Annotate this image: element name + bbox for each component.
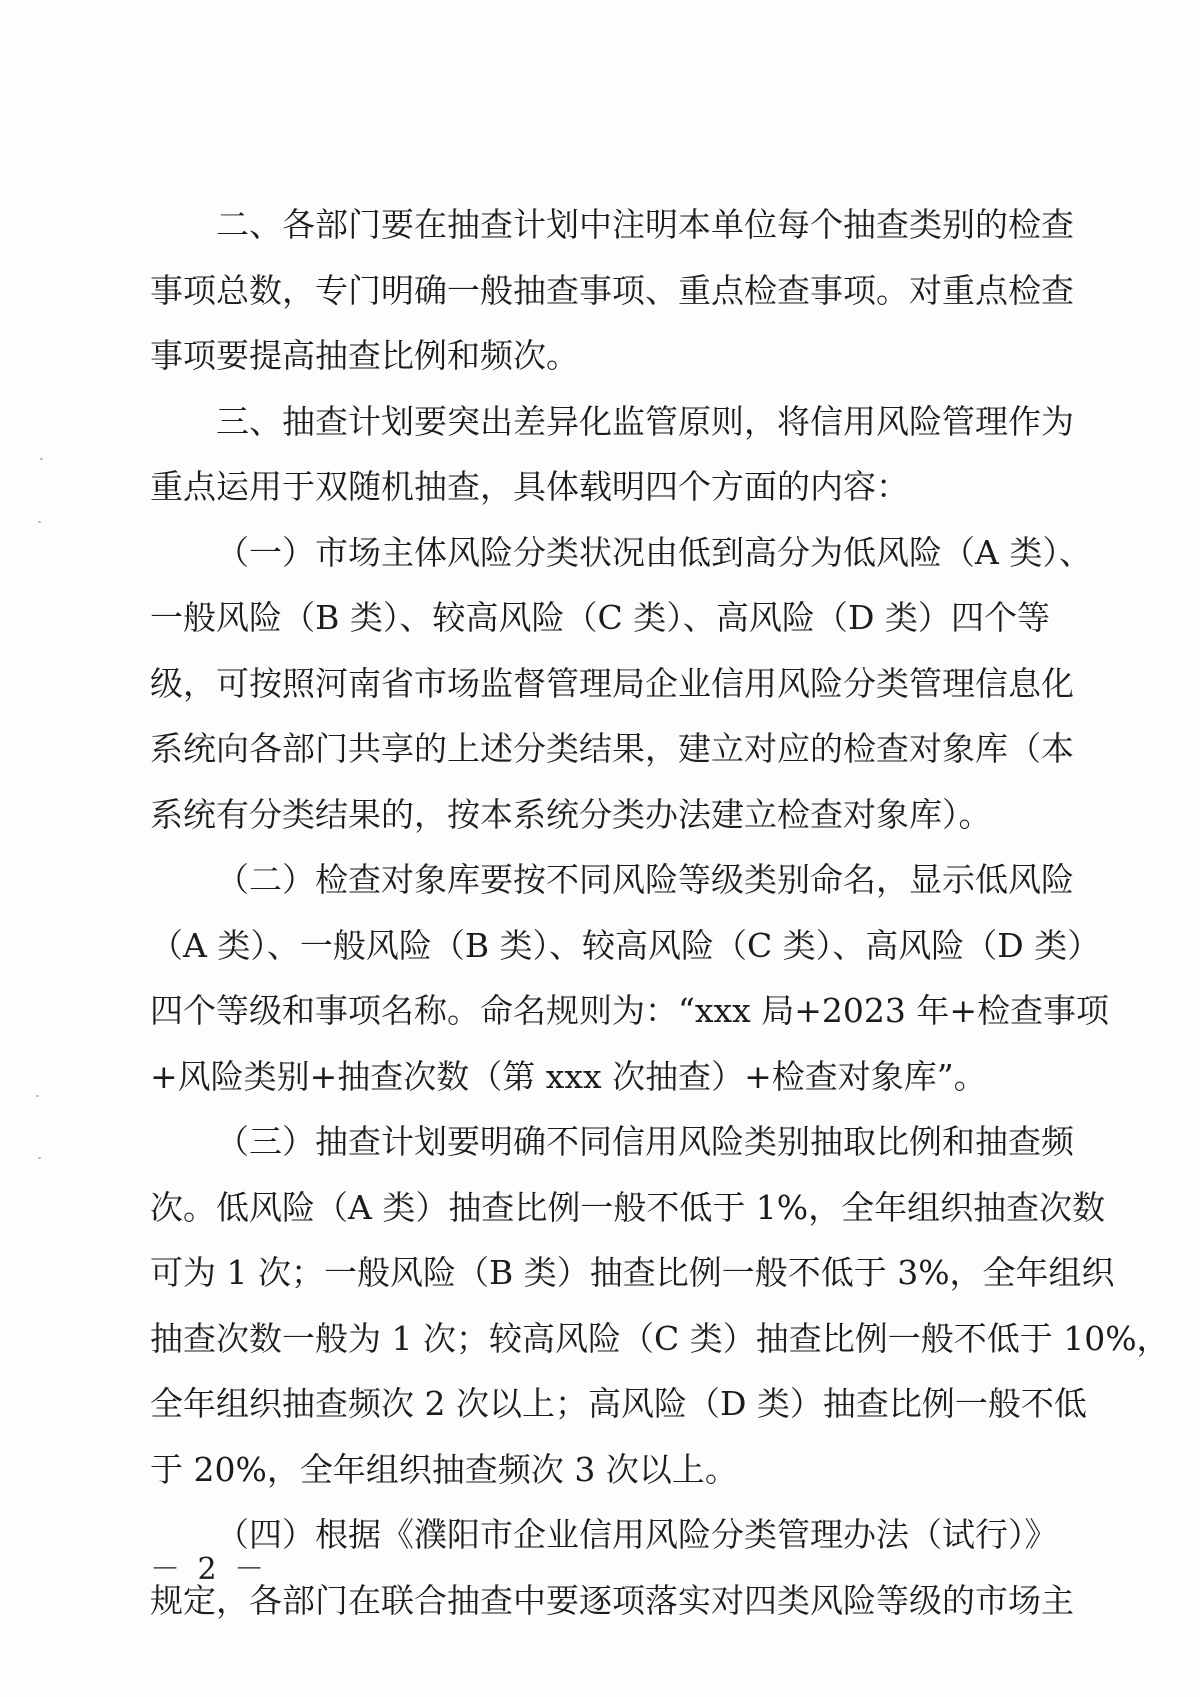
text-line: 二、各部门要在抽查计划中注明本单位每个抽查类别的检查 bbox=[216, 205, 1074, 244]
text-line: 可为 1 次；一般风险（B 类）抽查比例一般不低于 3%，全年组织 bbox=[150, 1253, 1115, 1292]
text-line: 四个等级和事项名称。命名规则为：“xxx 局+2023 年+检查事项 bbox=[150, 991, 1109, 1030]
text-line: （二）检查对象库要按不同风险等级类别命名，显示低风险 bbox=[216, 860, 1074, 899]
text-line: 三、抽查计划要突出差异化监管原则，将信用风险管理作为 bbox=[216, 401, 1074, 441]
text-line: 事项总数，专门明确一般抽查事项、重点检查事项。对重点检查 bbox=[150, 270, 1074, 310]
paragraph bbox=[150, 192, 1074, 389]
text-line: （A 类）、一般风险（B 类）、较高风险（C 类）、高风险（D 类） bbox=[150, 925, 1101, 965]
document-body bbox=[150, 192, 1170, 1633]
page-number: － 2 － bbox=[150, 1552, 269, 1587]
text-line: 规定，各部门在联合抽查中要逐项落实对四类风险等级的市场主 bbox=[150, 1580, 1074, 1620]
text-line: +风险类别+抽查次数（第 xxx 次抽查）+检查对象库”。 bbox=[150, 1056, 987, 1096]
text-line: （一）市场主体风险分类状况由低到高分为低风险（A 类）、 bbox=[216, 532, 1092, 572]
text-line: 抽查次数一般为 1 次；较高风险（C 类）抽查比例一般不低于 10%， bbox=[150, 1318, 1170, 1358]
paragraph bbox=[150, 389, 1074, 520]
text-line: 一般风险（B 类）、较高风险（C 类）、高风险（D 类）四个等 bbox=[150, 598, 1050, 637]
text-line: （三）抽查计划要明确不同信用风险类别抽取比例和抽查频 bbox=[216, 1122, 1074, 1161]
text-line: 系统有分类结果的，按本系统分类办法建立检查对象库）。 bbox=[150, 794, 992, 834]
text-line: 重点运用于双随机抽查，具体载明四个方面的内容： bbox=[150, 467, 909, 506]
text-line: 级，可按照河南省市场监督管理局企业信用风险分类管理信息化 bbox=[150, 663, 1074, 703]
scan-speck bbox=[36, 1095, 39, 1097]
text-line: 全年组织抽查频次 2 次以上；高风险（D 类）抽查比例一般不低 bbox=[150, 1384, 1087, 1423]
text-line: 事项要提高抽查比例和频次。 bbox=[150, 336, 579, 375]
text-line: （四）根据《濮阳市企业信用风险分类管理办法（试行）》 bbox=[216, 1515, 1058, 1554]
text-line: 次。低风险（A 类）抽查比例一般不低于 1%，全年组织抽查次数 bbox=[150, 1187, 1106, 1227]
scan-speck bbox=[38, 1157, 41, 1159]
scan-speck bbox=[38, 521, 41, 523]
text-line: 于 20%，全年组织抽查频次 3 次以上。 bbox=[150, 1449, 738, 1489]
paragraph bbox=[150, 520, 1092, 848]
text-line: 系统向各部门共享的上述分类结果，建立对应的检查对象库（本 bbox=[150, 729, 1074, 768]
paragraph bbox=[150, 1109, 1170, 1502]
paragraph bbox=[150, 847, 1109, 1109]
scan-speck bbox=[40, 458, 43, 460]
paragraph bbox=[150, 1502, 1074, 1633]
